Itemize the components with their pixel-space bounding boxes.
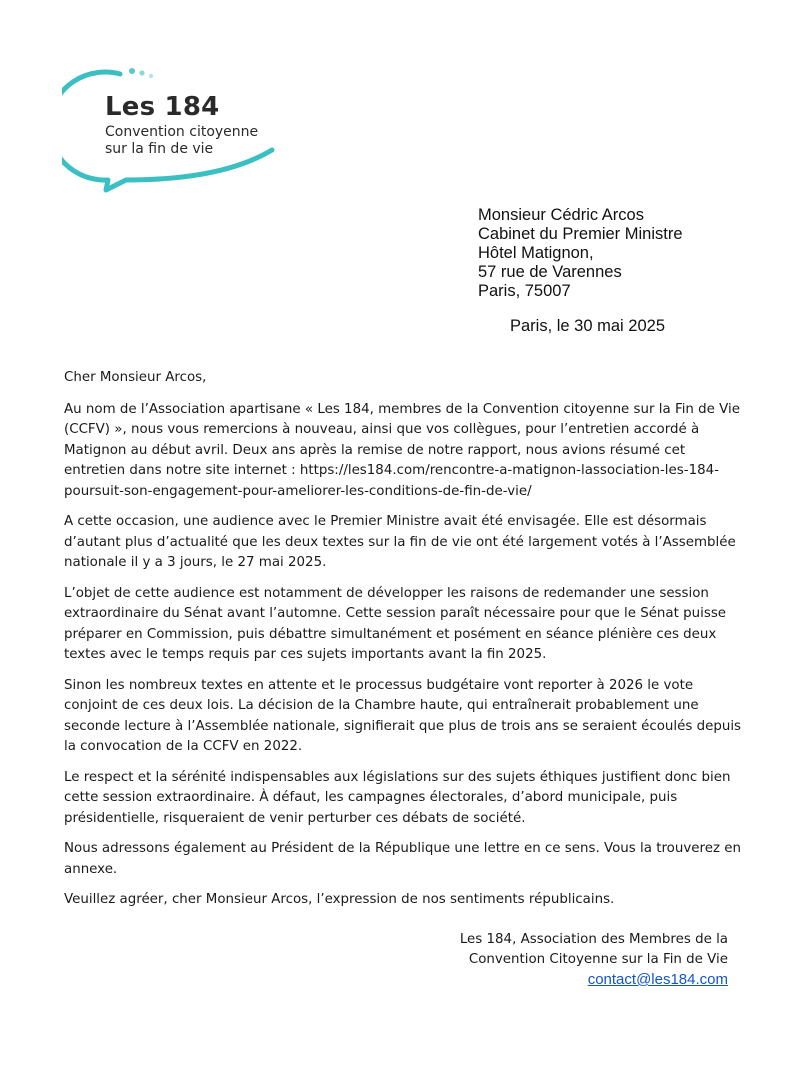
recipient-building: Hôtel Matignon, <box>478 244 594 262</box>
signature-line: Convention Citoyenne sur la Fin de Vie <box>468 952 728 967</box>
association-logo <box>62 62 292 197</box>
recipient-street: 57 rue de Varennes <box>478 263 622 281</box>
paragraph: Sinon les nombreux textes en attente et le processus budgétaire vont reporter à 2026 le vote conjoint de ces deux lois. La décision de la Chambre haute, qui entraînerait probablement une seconde lecture à l’Assemblée nationale, signifierait que plus de trois ans se seraient écoulés depuis la convocation de la CCFV en 2022. <box>64 677 742 754</box>
paragraph: Au nom de l’Association apartisane « Les 184, membres de la Convention citoyenne sur la Fin de Vie (CCFV) », nous vous remercions à nouveau, ainsi que vos collègues, pour l’entretien accordé à Matignon au début avril. Deux ans après la remise de notre rapport, nous avions résumé cet entretien dans notre site internet : https://les184.com/rencontre-a-matignon-lassociation-les-184-poursuit-son-engagement-pour-ameliorer-les-conditions-de-fin-de-vie/ <box>64 401 740 499</box>
logo-subtitle-line: Convention citoyenne <box>105 124 259 140</box>
paragraph: L’objet de cette audience est notamment de développer les raisons de redemander une session extraordinaire du Sénat avant l’automne. Cette session paraît nécessaire pour que le Sénat puisse préparer en Commission, puis débattre simultanément et posément en séance plénière ces deux textes avec le temps requis par ces sujets importants avant la fin 2025. <box>64 585 727 662</box>
letter-body <box>64 368 744 921</box>
signature-line: Les 184, Association des Membres de la <box>459 932 728 947</box>
paragraph: Le respect et la sérénité indispensables aux législations sur des sujets éthiques justifient donc bien cette session extraordinaire. À défaut, les campagnes électorales, d’abord municipale, puis présidentielle, risqueraient de venir perturber ces débats de société. <box>64 769 731 826</box>
paragraph: Nous adressons également au Président de la République une lettre en ce sens. Vous la trouverez en annexe. <box>64 841 741 877</box>
logo-title: Les 184 <box>105 92 220 122</box>
recipient-city: Paris, 75007 <box>478 282 571 300</box>
logo-subtitle <box>105 124 258 158</box>
letter-date: Paris, le 30 mai 2025 <box>510 317 666 335</box>
recipient-name: Monsieur Cédric Arcos <box>478 206 644 224</box>
recipient-address <box>478 206 683 301</box>
closing-paragraph: Veuillez agréer, cher Monsieur Arcos, l’expression de nos sentiments républicains. <box>64 892 615 907</box>
contact-email-link[interactable]: contact@les184.com <box>587 971 728 988</box>
logo-subtitle-line: sur la fin de vie <box>105 141 214 157</box>
signature-block <box>460 930 728 991</box>
recipient-office: Cabinet du Premier Ministre <box>478 225 683 243</box>
salutation: Cher Monsieur Arcos, <box>64 370 207 385</box>
paragraph: A cette occasion, une audience avec le Premier Ministre avait été envisagée. Elle est désormais d’autant plus d’actualité que les deux textes sur la fin de vie ont été largement votés à l’Assemblée nationale il y a 3 jours, le 27 mai 2025. <box>64 514 736 570</box>
